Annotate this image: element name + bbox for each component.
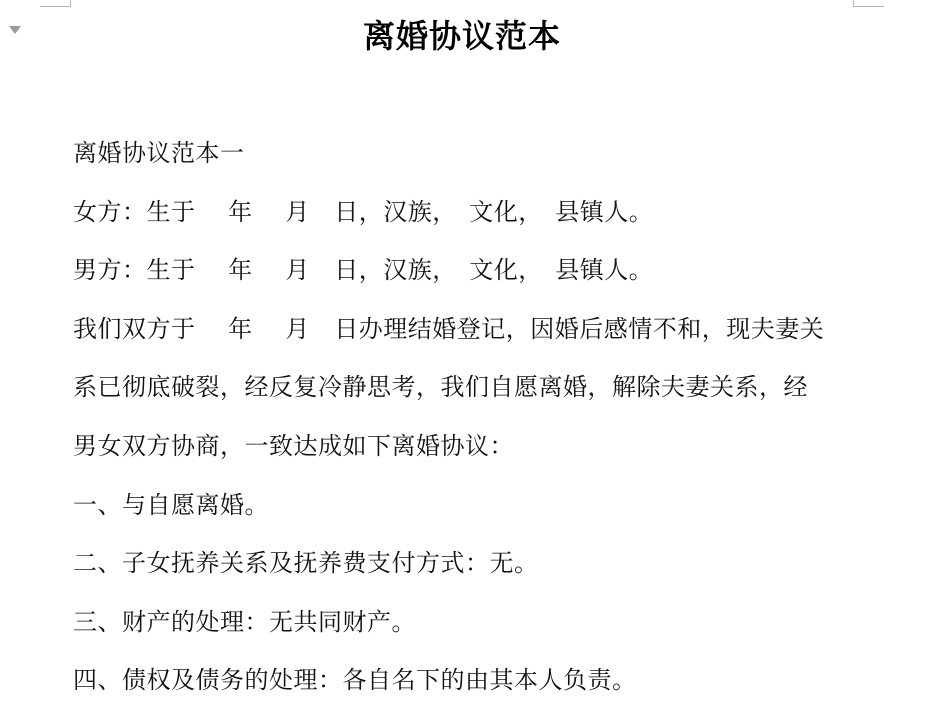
document-title: 离婚协议范本 (362, 17, 561, 55)
document-body (73, 124, 873, 710)
body-paragraph-line: 男女双方协商，一致达成如下离婚协议： (73, 431, 514, 460)
subtitle-line: 离婚协议范本一 (73, 139, 245, 167)
clause-3: 三、财产的处理：无共同财产。 (73, 607, 416, 636)
clause-2: 二、子女抚养关系及抚养费支付方式：无。 (73, 549, 539, 578)
page-corner-mark-right (853, 0, 884, 7)
body-paragraph-line: 系已彻底破裂，经反复冷静思考，我们自愿离婚，解除夫妻关系，经 (73, 373, 808, 402)
male-party-line: 男方：生于 年 月 日，汉族， 文化， 县镇人。 (73, 256, 654, 285)
clause-4: 四、债权及债务的处理：各自名下的由其本人负责。 (73, 666, 637, 695)
female-party-line: 女方：生于 年 月 日，汉族， 文化， 县镇人。 (73, 197, 654, 226)
body-paragraph-line: 我们双方于 年 月 日办理结婚登记，因婚后感情不和，现夫妻关 (73, 314, 825, 343)
clause-1: 一、与自愿离婚。 (73, 490, 269, 519)
page-corner-mark-left (40, 0, 71, 7)
